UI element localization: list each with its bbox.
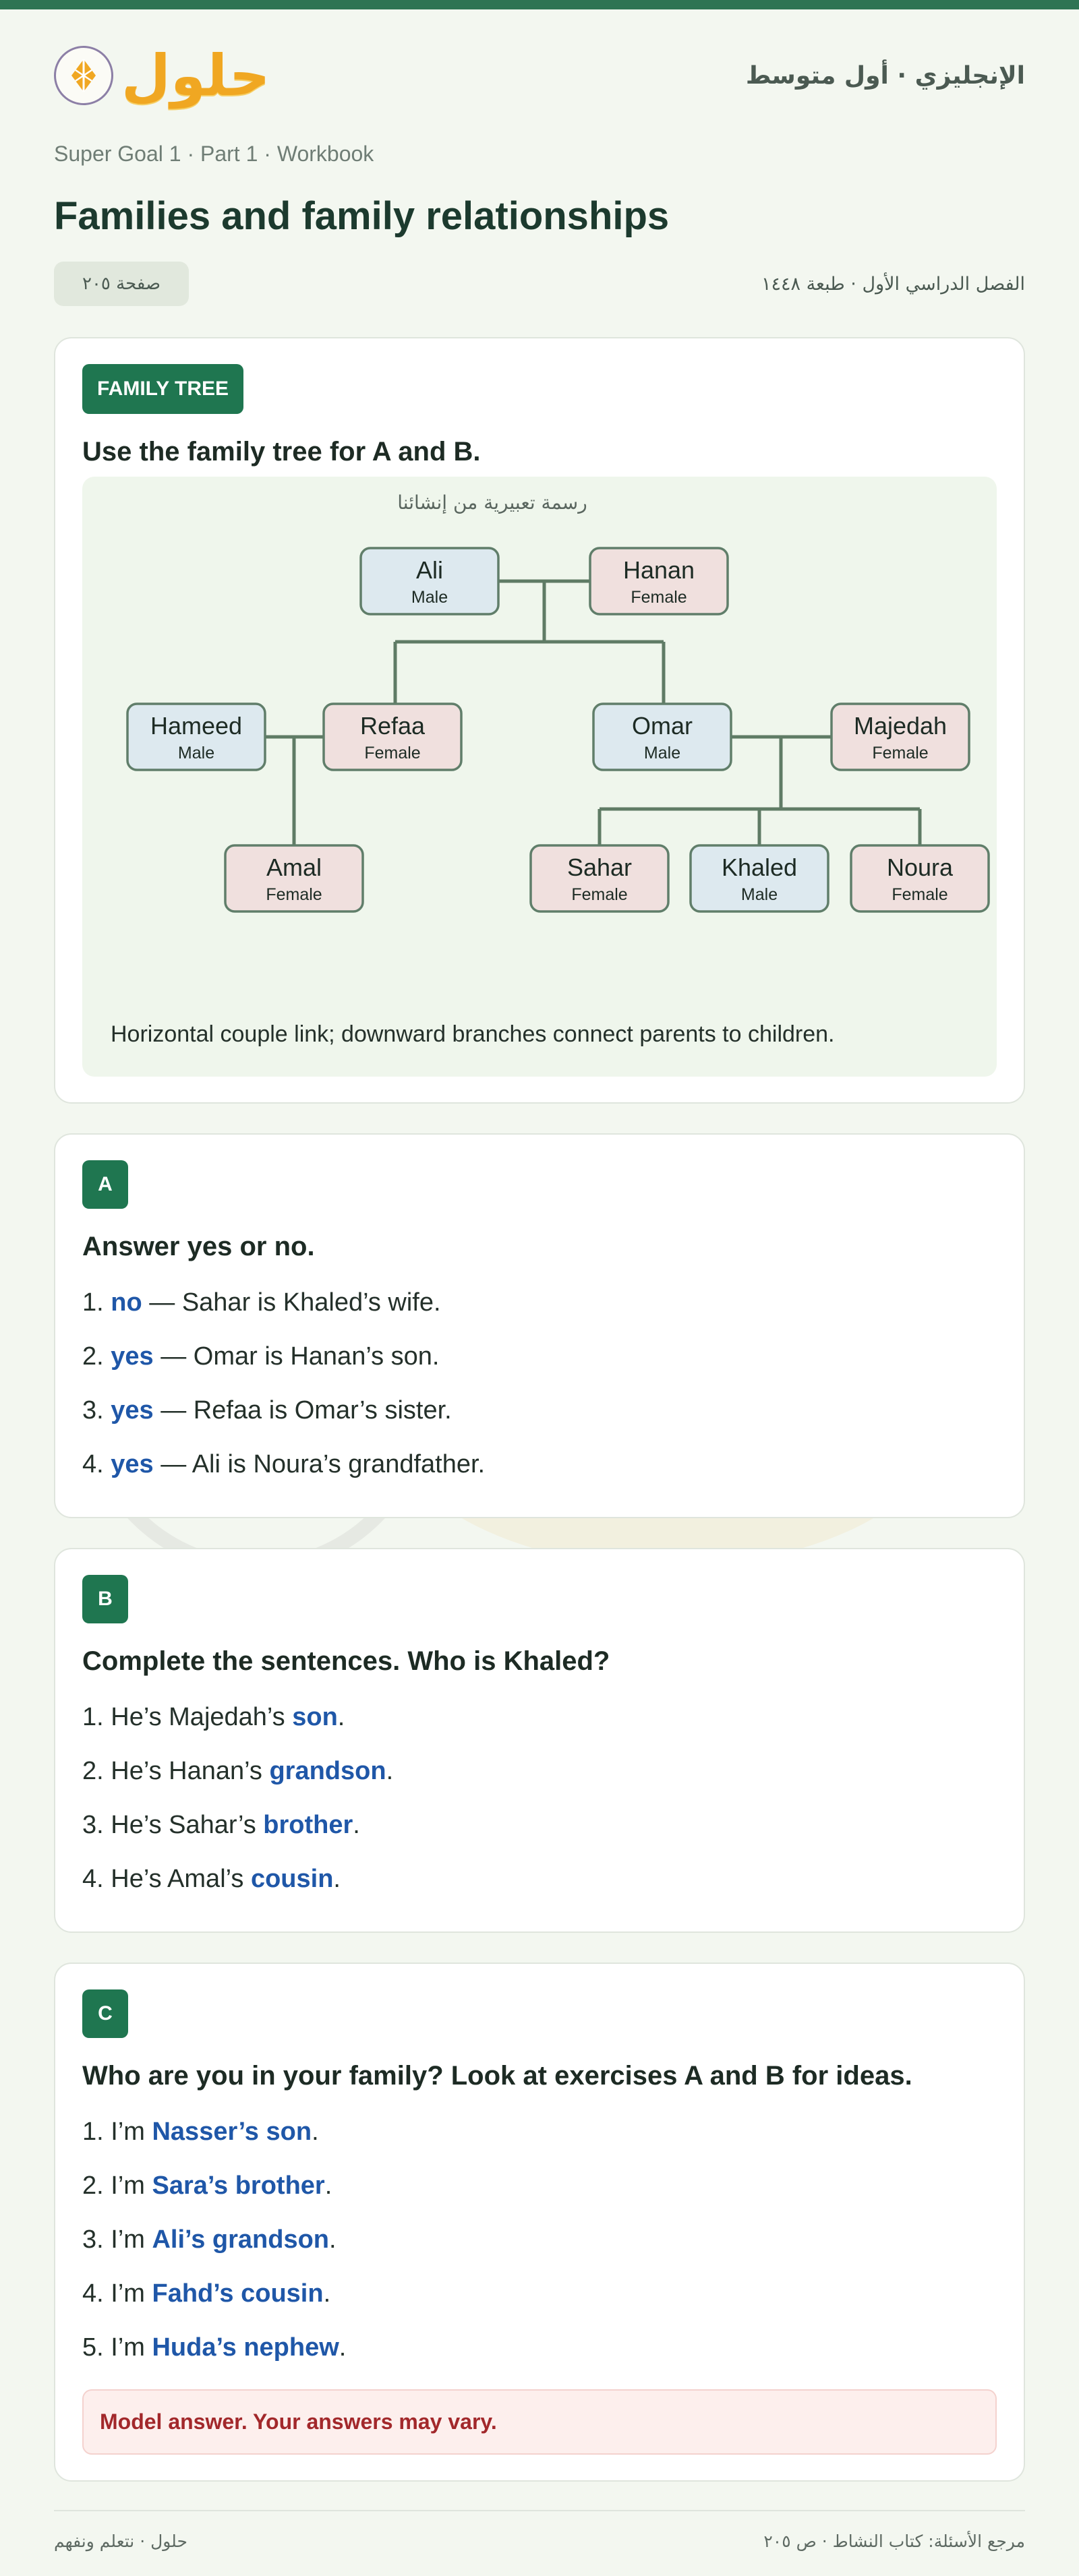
exercise-b-item: 1. He’s Majedah’s son.: [82, 1703, 345, 1731]
brand-logo[interactable]: [54, 42, 270, 109]
top-accent-bar: [0, 0, 1079, 9]
exercise-c-item: 5. I’m Huda’s nephew.: [82, 2333, 347, 2362]
person-gender: Female: [266, 885, 322, 904]
page-footer: [54, 2510, 1025, 2576]
footer-source: مرجع الأسئلة: كتاب النشاط · ص ٢٠٥: [763, 2531, 1025, 2551]
exercise-c-badge: C: [82, 1989, 128, 2038]
answer: Nasser’s son: [152, 2118, 312, 2146]
exercise-a-item: 4. yes — Ali is Noura’s grandfather.: [82, 1450, 486, 1478]
person-name: Majedah: [853, 712, 947, 740]
person-name: Ali: [415, 556, 444, 584]
page-title: Families and family relationships: [54, 194, 670, 238]
exercise-b-item: 4. He’s Amal’s cousin.: [82, 1865, 341, 1893]
answer: yes: [111, 1450, 154, 1478]
person-name: Refaa: [359, 712, 426, 740]
person-name: Amal: [266, 853, 322, 881]
person-gender: Male: [177, 744, 215, 762]
person-gender: Female: [631, 588, 687, 607]
answer: no: [111, 1288, 142, 1317]
person-gender: Female: [364, 744, 421, 762]
family-tree-svg: [82, 477, 997, 1077]
person-gender: Female: [872, 744, 929, 762]
family-tree-instruction: Use the family tree for A and B.: [82, 437, 481, 467]
answer: son: [292, 1703, 338, 1731]
exercise-a-badge: A: [82, 1160, 128, 1209]
person-name: Khaled: [721, 853, 798, 881]
exercise-c-instruction: Who are you in your family? Look at exercises A and B for ideas.: [82, 2061, 912, 2091]
exercise-a-card: [54, 1133, 1025, 1518]
tree-caption: رسمة تعبيرية من إنشائنا: [397, 491, 587, 514]
term-edition: الفصل الدراسي الأول · طبعة ١٤٤٨: [761, 273, 1025, 295]
exercise-a-item: 3. yes — Refaa is Omar’s sister.: [82, 1396, 452, 1425]
person-node-khaled: [691, 845, 828, 911]
person-gender: Female: [892, 885, 948, 904]
exercise-c-item: 1. I’m Nasser’s son.: [82, 2118, 319, 2146]
logo-badge-icon: [54, 46, 113, 105]
person-node-amal: [225, 845, 363, 911]
person-node-sahar: [531, 845, 668, 911]
person-name: Hameed: [150, 712, 243, 740]
person-gender: Male: [740, 885, 778, 904]
person-node-majedah: [832, 704, 969, 770]
answer: brother: [263, 1811, 353, 1839]
exercise-c-item: 2. I’m Sara’s brother.: [82, 2171, 332, 2200]
page-header: [54, 9, 1025, 129]
person-name: Noura: [886, 853, 954, 881]
person-name: Omar: [632, 712, 693, 740]
exercise-b-card: [54, 1548, 1025, 1933]
person-node-ali: [361, 548, 498, 614]
exercise-c-item: 3. I’m Ali’s grandson.: [82, 2225, 337, 2254]
exercise-b-item: 2. He’s Hanan’s grandson.: [82, 1757, 394, 1785]
person-name: Sahar: [566, 853, 633, 881]
person-node-refaa: [324, 704, 461, 770]
exercise-a-item: 2. yes — Omar is Hanan’s son.: [82, 1342, 440, 1371]
answer: cousin: [250, 1865, 334, 1893]
page: [0, 9, 1079, 2576]
exercise-c-list: [82, 2105, 997, 2374]
subject-title: الإنجليزي · أول متوسط: [745, 61, 1025, 90]
family-tree-diagram: [82, 477, 997, 1077]
exercise-c-item: 4. I’m Fahd’s cousin.: [82, 2279, 331, 2308]
model-answer-note: Model answer. Your answers may vary.: [82, 2389, 997, 2455]
answer: grandson: [269, 1757, 386, 1785]
meta-row: [54, 262, 1025, 306]
exercise-b-item: 3. He’s Sahar’s brother.: [82, 1811, 360, 1839]
exercise-a-list: [82, 1276, 997, 1491]
exercise-b-instruction: Complete the sentences. Who is Khaled?: [82, 1646, 610, 1676]
person-gender: Female: [571, 885, 628, 904]
answer: Ali’s grandson: [152, 2225, 329, 2254]
tree-note: Horizontal couple link; downward branches connect parents to children.: [111, 1021, 835, 1047]
answer: Sara’s brother: [152, 2171, 325, 2200]
exercise-a-item: 1. no — Sahar is Khaled’s wife.: [82, 1288, 441, 1317]
person-gender: Male: [643, 744, 681, 762]
answer: Huda’s nephew: [152, 2333, 339, 2362]
exercise-b-badge: B: [82, 1575, 128, 1623]
person-name: Hanan: [622, 556, 695, 584]
family-tree-tag: FAMILY TREE: [82, 364, 243, 414]
exercise-c-card: [54, 1963, 1025, 2482]
logo-wordmark: حلول: [121, 42, 270, 109]
person-node-hameed: [127, 704, 265, 770]
person-gender: Male: [411, 588, 448, 607]
answer: Fahd’s cousin: [152, 2279, 324, 2308]
family-tree-card: [54, 337, 1025, 1104]
answer: yes: [111, 1396, 154, 1425]
series-subtitle: Super Goal 1 · Part 1 · Workbook: [54, 142, 374, 166]
answer: yes: [111, 1342, 154, 1371]
exercise-b-list: [82, 1690, 997, 1906]
page-number-chip: صفحة ٢٠٥: [54, 262, 189, 306]
footer-brand: حلول · نتعلم ونفهم: [54, 2531, 187, 2551]
person-node-omar: [593, 704, 731, 770]
exercise-a-instruction: Answer yes or no.: [82, 1232, 315, 1261]
person-node-hanan: [590, 548, 728, 614]
person-node-noura: [851, 845, 989, 911]
